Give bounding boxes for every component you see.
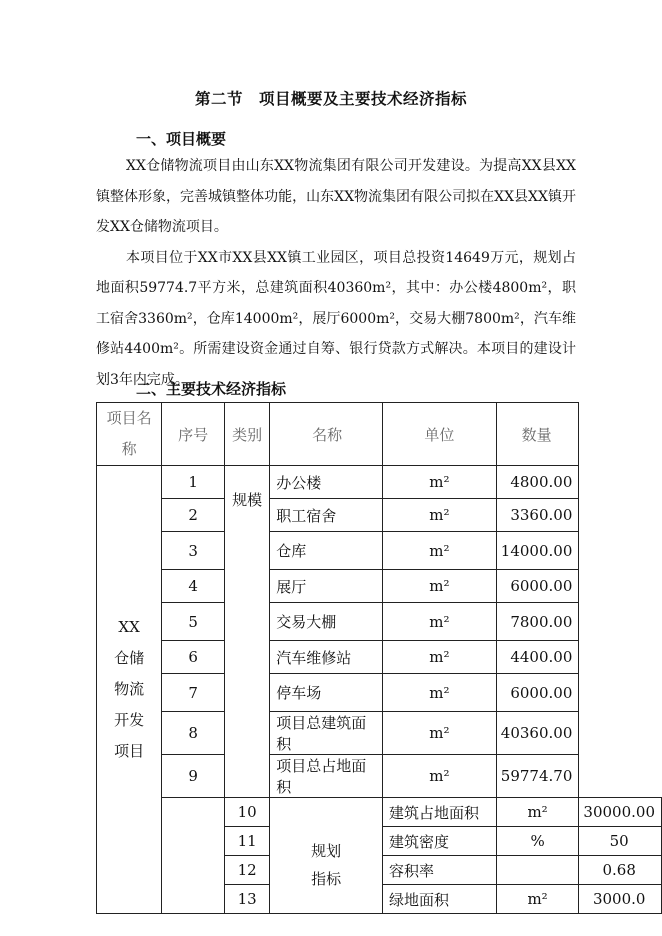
category-scale: [225, 466, 270, 798]
project-name-line: 仓储: [114, 649, 145, 667]
paragraph-2: 本项目位于XX市XX县XX镇工业园区，项目总投资14649万元，规划占地面积59774.7平方米，总建筑面积40360m²，其中：办公楼4800m²，职工宿舍3360m²，仓库14000m²，展厅6000m²，交易大棚7800m²，汽车维修站4400m²。所需建设资金通过自筹、银行贷款方式解决。本项目的建设计划3年内完成。: [96, 249, 576, 388]
row-unit: m²: [382, 674, 496, 712]
row-name: 仓库: [270, 532, 383, 570]
table-row: [97, 603, 662, 641]
row-no: 12: [225, 856, 270, 885]
row-name: 汽车维修站: [270, 641, 383, 674]
category-line: 指标: [311, 869, 342, 888]
row-qty: 6000.00: [496, 570, 579, 603]
row-name: 展厅: [270, 570, 383, 603]
row-unit: m²: [382, 641, 496, 674]
paragraph-1: XX仓储物流项目由山东XX物流集团有限公司开发建设。为提高XX县XX镇整体形象，完善城镇整体功能，山东XX物流集团有限公司拟在XX县XX镇开发XX仓储物流项目。: [96, 158, 576, 235]
project-name-line: 开发: [114, 711, 145, 729]
section-heading: 第二节 项目概要及主要技术经济指标: [194, 90, 467, 108]
row-no: 2: [162, 499, 225, 532]
row-no: 9: [162, 755, 225, 798]
row-name: 停车场: [270, 674, 383, 712]
table-row: [97, 674, 662, 712]
project-name-line: 项目: [114, 742, 145, 760]
row-unit: m²: [382, 603, 496, 641]
row-qty: 14000.00: [496, 532, 579, 570]
row-name: 职工宿舍: [270, 499, 383, 532]
table-header-row: [97, 403, 662, 466]
table-row: [97, 641, 662, 674]
table-row: [97, 755, 662, 798]
row-no: 1: [162, 466, 225, 499]
row-qty: 59774.70: [496, 755, 579, 798]
row-unit: m²: [382, 466, 496, 499]
section2-title: 二、主要技术经济指标: [136, 380, 287, 398]
row-unit: m²: [382, 532, 496, 570]
table-row: [97, 798, 662, 827]
header-no: 序号: [162, 403, 225, 466]
row-qty: 0.68: [579, 856, 662, 885]
row-no: 3: [162, 532, 225, 570]
row-qty: 30000.00: [579, 798, 662, 827]
row-qty: 4800.00: [496, 466, 579, 499]
project-name-blank: [162, 798, 225, 914]
row-no: 10: [225, 798, 270, 827]
row-no: 13: [225, 885, 270, 914]
indicator-table: [96, 402, 662, 914]
header-qty: 数量: [496, 403, 579, 466]
row-qty: 4400.00: [496, 641, 579, 674]
row-name: 项目总占地面积: [270, 755, 383, 798]
row-no: 8: [162, 712, 225, 755]
row-name: 容积率: [382, 856, 496, 885]
overview-text: [96, 151, 576, 395]
project-name-line: XX: [118, 618, 140, 636]
header-project: 项目名称: [97, 403, 162, 466]
row-name: 绿地面积: [382, 885, 496, 914]
row-name: 项目总建筑面积: [270, 712, 383, 755]
row-name: 交易大棚: [270, 603, 383, 641]
header-unit: 单位: [382, 403, 496, 466]
project-name-line: 物流: [114, 680, 145, 698]
header-category: 类别: [225, 403, 270, 466]
table-row: [97, 712, 662, 755]
row-no: 4: [162, 570, 225, 603]
row-unit: m²: [382, 755, 496, 798]
row-qty: 3360.00: [496, 499, 579, 532]
row-name: 建筑占地面积: [382, 798, 496, 827]
table-row: [97, 499, 662, 532]
row-no: 6: [162, 641, 225, 674]
section1-title: 一、项目概要: [136, 130, 227, 148]
row-name: 建筑密度: [382, 827, 496, 856]
row-no: 11: [225, 827, 270, 856]
row-unit: m²: [382, 570, 496, 603]
row-name: 办公楼: [270, 466, 383, 499]
row-unit: m²: [496, 798, 579, 827]
row-qty: 3000.0: [579, 885, 662, 914]
category-planning: [270, 798, 383, 914]
row-qty: 6000.00: [496, 674, 579, 712]
row-unit: m²: [382, 499, 496, 532]
row-qty: 50: [579, 827, 662, 856]
table-row: [97, 466, 662, 499]
row-no: 7: [162, 674, 225, 712]
row-qty: 40360.00: [496, 712, 579, 755]
row-unit: m²: [382, 712, 496, 755]
table-row: [97, 532, 662, 570]
category-line: 规模: [232, 491, 263, 509]
table-row: [97, 570, 662, 603]
header-name: 名称: [270, 403, 383, 466]
category-line: 规划: [311, 841, 342, 860]
project-name-cell: [97, 466, 162, 914]
row-no: 5: [162, 603, 225, 641]
row-unit: %: [496, 827, 579, 856]
row-qty: 7800.00: [496, 603, 579, 641]
row-unit: m²: [496, 885, 579, 914]
row-unit: [496, 856, 579, 885]
